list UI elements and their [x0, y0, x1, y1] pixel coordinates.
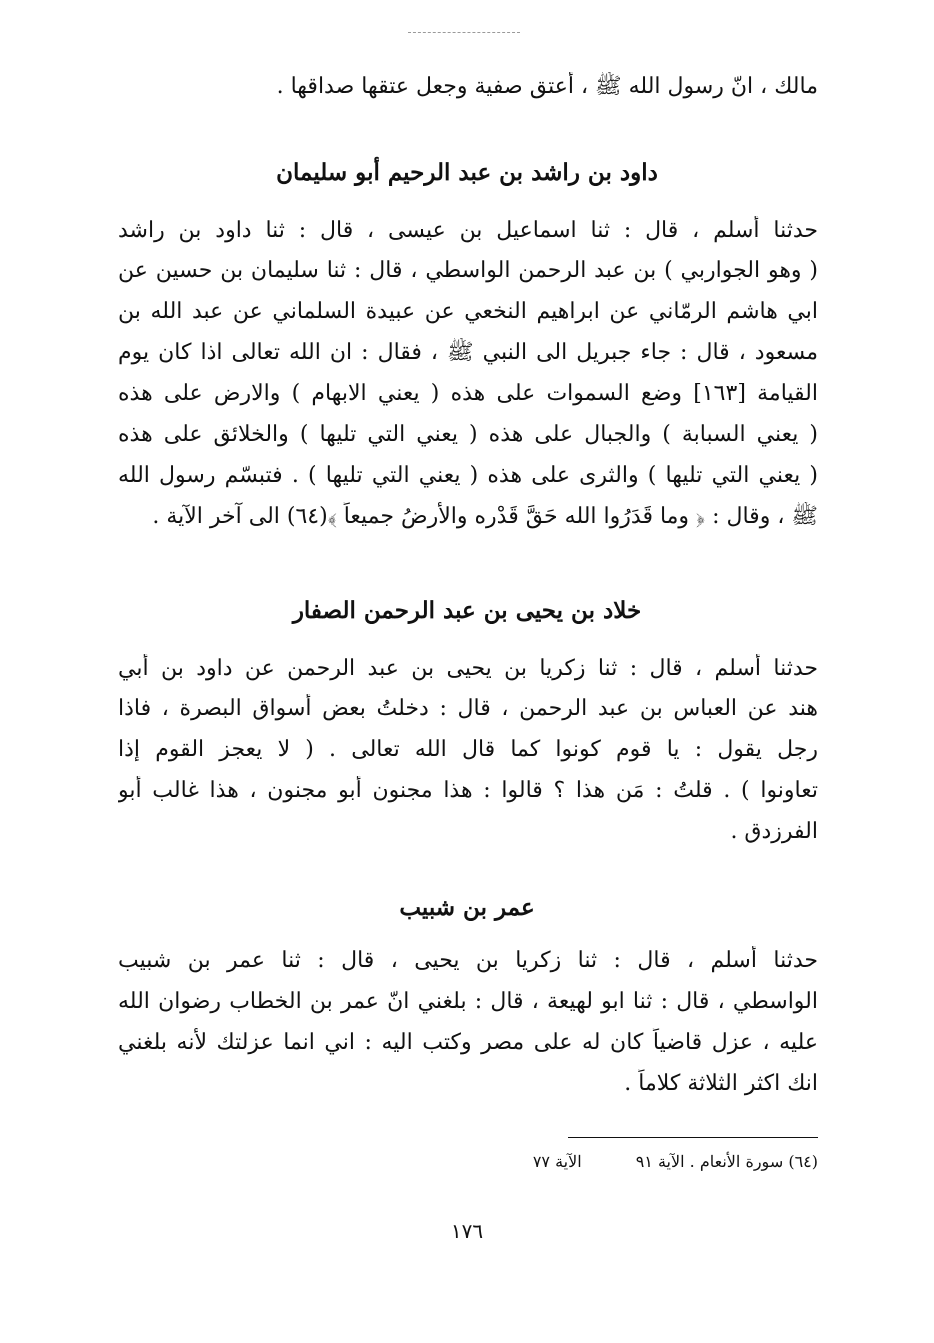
section2-line-3: رجل يقول : يا قوم كونوا كما قال الله تعالى . ( لا يعجز القوم إذا: [118, 737, 818, 762]
section2-line-5: الفرزدق .: [730, 819, 818, 844]
section1-line-4: مسعود ، قال : جاء جبريل الى النبي ﷺ ، فقال : ان الله تعالى اذا كان يوم: [118, 340, 818, 365]
footnote-rule: [568, 1137, 818, 1138]
header-rule: [408, 32, 520, 33]
section2-line-2: هند عن العباس بن عبد الرحمن ، قال : دخلتُ بعض أسواق البصرة ، فاذا: [118, 696, 818, 721]
section2-line-1: حدثنا أسلم ، قال : ثنا زكريا بن يحيى بن عبد الرحمن عن داود بن أبي: [118, 656, 818, 681]
section1-line-5: القيامة [١٦٣] وضع السموات على هذه ( يعني الابهام ) والارض على هذه: [118, 381, 818, 406]
section3-line-3: عليه ، عزل قاضياً كان له على مصر وكتب اليه : اني انما عزلتك لأنه بلغني: [118, 1030, 818, 1055]
section3-line-4: انك اكثر الثلاثة كلاماً .: [624, 1071, 818, 1096]
section1-line-7: ( يعني التي تليها ) والثرى على هذه ( يعني التي تليها ) . فتبسّم رسول الله: [118, 463, 818, 488]
footnote: [478, 1150, 818, 1174]
section2-line-4: تعاونوا ) . قلتُ : مَن هذا ؟ قالوا : هذا مجنون أبو مجنون ، هذا غالب أبو: [118, 778, 818, 803]
footnote-verse: الآية ٧٧: [532, 1152, 582, 1171]
footnote-text: (٦٤) سورة الأنعام . الآية ٩١: [635, 1152, 818, 1171]
section3-line-2: الواسطي ، قال : ثنا ابو لهيعة ، قال : بلغني انّ عمر بن الخطاب رضوان الله: [118, 989, 818, 1014]
section1-line-8: ﷺ ، وقال : ﴿ وما قَدَرُوا الله حَقَّ قَدْره والأرضُ جميعاً ﴾(٦٤) الى آخر الآية .: [152, 504, 818, 529]
section1-line-6: ( يعني السبابة ) والجبال على هذه ( يعني التي تليها ) والخلائق على هذه: [118, 422, 818, 447]
section-heading-umar: عمر بن شبيب: [399, 894, 535, 921]
section1-line-2: ( وهو الجواربي ) بن عبد الرحمن الواسطي ، قال : ثنا سليمان بن حسين عن: [118, 258, 818, 283]
section-heading-dawud: داود بن راشد بن عبد الرحيم أبو سليمان: [276, 159, 658, 186]
page-number: ١٧٦: [450, 1219, 484, 1243]
section1-line-1: حدثنا أسلم ، قال : ثنا اسماعيل بن عيسى ، قال : ثنا داود بن راشد: [118, 218, 818, 243]
section3-line-1: حدثنا أسلم ، قال : ثنا زكريا بن يحيى ، قال : ثنا عمر بن شبيب: [118, 948, 818, 973]
intro-line: مالك ، انّ رسول الله ﷺ ، أعتق صفية وجعل عتقها صداقها .: [276, 74, 818, 99]
section-heading-khallad: خلاد بن يحيى بن عبد الرحمن الصفار: [292, 597, 642, 624]
section1-line-3: ابي هاشم الرمّاني عن ابراهيم النخعي عن عبيدة السلماني عن عبد الله بن: [118, 299, 818, 324]
